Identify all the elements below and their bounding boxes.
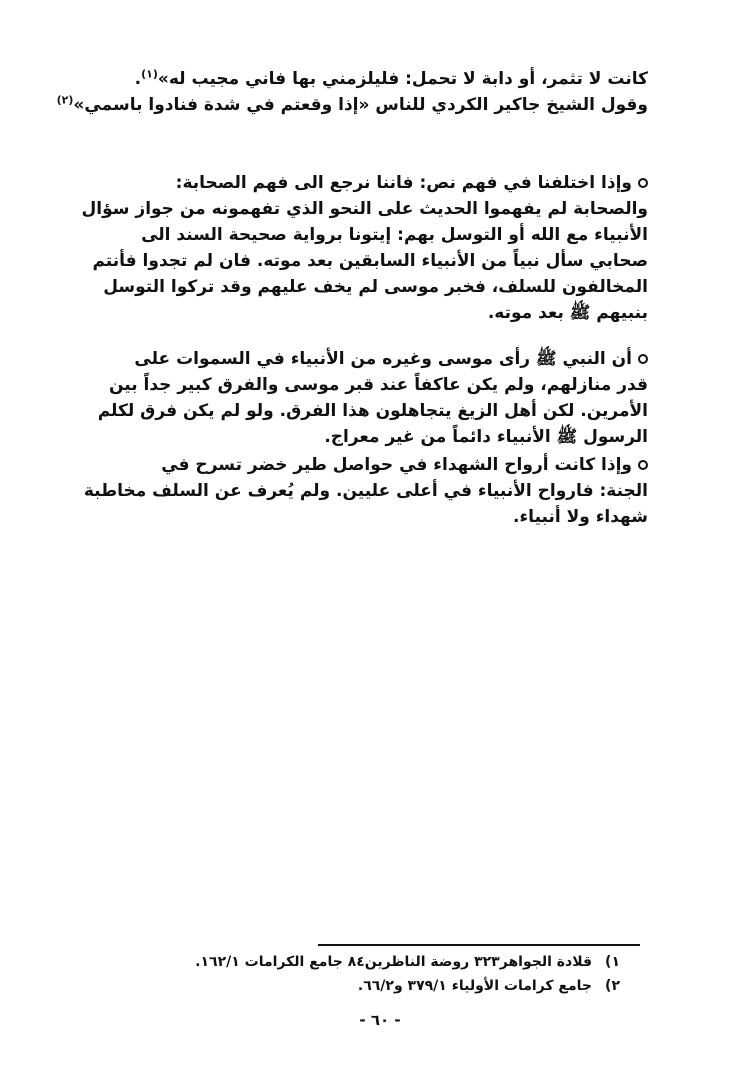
circle-bullet-icon [638, 178, 648, 188]
footnote-ref-1: (١) [141, 67, 158, 81]
paragraph-3 [83, 452, 648, 530]
footnote-ref-2: (٢) [56, 93, 74, 107]
footnote-number: ١) [605, 954, 620, 970]
paragraph-1 [81, 170, 648, 326]
paragraph-line: الأمرين. لكن أهل الزيغ يتجاهلون هذا الفرق. ولو لم يكن فرق لكلم [97, 401, 648, 421]
footnote-2 [150, 974, 620, 998]
page-number: - ٦٠ - [359, 1011, 401, 1029]
paragraph-line: الرسول ﷺ الأنبياء دائماً من غير معراج. [324, 427, 648, 447]
paragraph-line: الأنبياء مع الله أو التوسل بهم: إيتونا برواية صحيحة السند الى [141, 225, 648, 245]
footnote-1 [150, 950, 620, 974]
paragraph-line: بنبيهم ﷺ بعد موته. [487, 303, 648, 323]
footnote-divider [318, 944, 640, 946]
paragraph-line: أن النبي ﷺ رأى موسى وغيره من الأنبياء في السموات على [108, 346, 648, 372]
footnote-number: ٢) [605, 978, 620, 994]
footnote-text: قلادة الجواهر٣٢٣ روضة الناظرين٨٤ جامع الكرامات ١٦٢/١. [195, 954, 592, 970]
footnote-text: جامع كرامات الأولياء ٣٧٩/١ و٦٦/٢. [357, 978, 592, 994]
intro-line-2: وقول الشيخ جاكير الكردي للناس «إذا وقعتم في شدة فنادوا باسمي»$^{(٢)}$ [56, 93, 648, 115]
paragraph-line: الجنة: فارواح الأنبياء في أعلى عليين. ولم يُعرف عن السلف مخاطبة [83, 481, 648, 501]
paragraph-line: وإذا كانت أرواح الشهداء في حواصل طير خضر تسرح في [108, 452, 648, 478]
paragraph-line: والصحابة لم يفهموا الحديث على النحو الذي تفهمونه من جواز سؤال [81, 199, 648, 219]
intro-line-1: كانت لا تثمر، أو دابة لا تحمل: فليلزمني بها فاني مجيب له»$^{(١)}$. [134, 67, 648, 89]
paragraph-line: صحابي سأل نبياً من الأنبياء السابقين بعد موته. فان لم تجدوا فأنتم [92, 251, 648, 271]
circle-bullet-icon [638, 460, 648, 470]
paragraph-2 [97, 346, 648, 450]
paragraph-line: شهداء ولا أنبياء. [513, 507, 648, 527]
paragraph-line: المخالفون للسلف، فخبر موسى لم يخف عليهم وقد تركوا التوسل [103, 277, 648, 297]
circle-bullet-icon [638, 354, 648, 364]
paragraph-line: وإذا اختلفنا في فهم نص: فاننا نرجع الى فهم الصحابة: [108, 170, 648, 196]
intro-paragraph [56, 66, 648, 118]
paragraph-line: قدر منازلهم، ولم يكن عاكفاً عند قبر موسى والفرق كبير جداً بين [109, 375, 648, 395]
footnotes [150, 950, 620, 998]
